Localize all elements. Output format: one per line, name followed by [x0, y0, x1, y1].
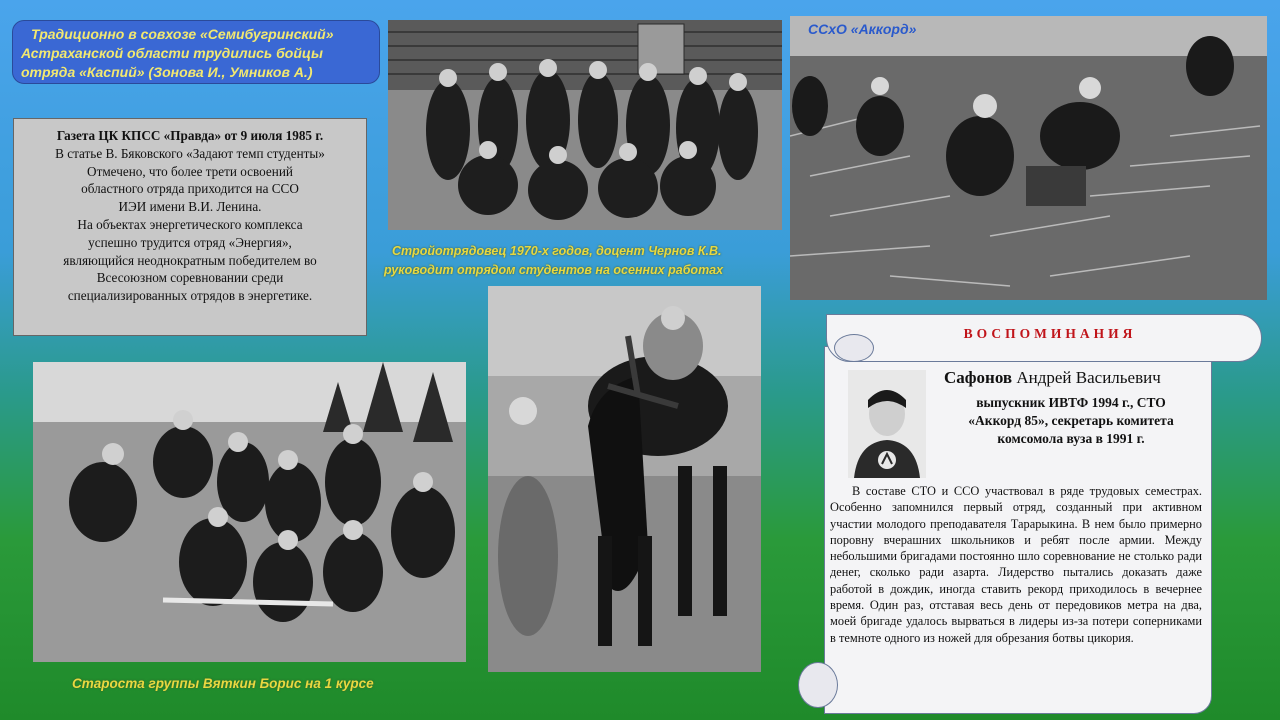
pravda-line: успешно трудится отряд «Энергия»,	[88, 234, 292, 250]
pravda-newspaper-box	[13, 118, 367, 336]
pravda-line: Всесоюзном соревновании среди	[96, 270, 284, 286]
pravda-heading: Газета ЦК КПСС «Правда» от 9 июля 1985 г.	[56, 128, 324, 143]
group-on-hay-photo	[33, 362, 466, 662]
memoir-text: В составе СТО и ССО участвовал в ряде трудовых семестрах. Особенно запомнился первый отряд, созданный при активном участии молодого преподавателя Тарарыкина. В нем было примерно поровну вчерашних школьников и ребят после армии. Между небольшими бригадами постоянно шло соревнование не столько ради денег, сколько ради азарта. Лидерство пытались доказать даже работой в дождик, иногда ставить рекорд приходилось в вечернее время. Один раз, отставая весь день от передовиков метра на два, моей бригаде удалось вырваться в лидеры из-за потери соперниками в темноте одного из ножей для обрезания ботвы цикория.	[830, 484, 1202, 645]
pravda-line: являющийся неоднократным победителем во	[63, 252, 317, 268]
pravda-line: специализированных отрядов в энергетике.	[67, 288, 313, 304]
memoir-author-role	[940, 394, 1202, 448]
chernov-caption-line-1: Стройотрядовец 1970-х годов, доцент Чернов К.В.	[392, 244, 722, 258]
memoir-role-line: «Аккорд 85», секретарь комитета	[968, 413, 1174, 428]
group-photo-log-house	[388, 20, 782, 230]
scroll-curl-top	[834, 334, 874, 362]
pravda-line: На объектах энергетического комплекса	[77, 216, 303, 232]
horse-photo	[488, 286, 761, 672]
safonov-portrait	[848, 370, 926, 478]
memoir-role-line: комсомола вуза в 1991 г.	[997, 431, 1145, 446]
scroll-curl-bottom	[798, 662, 838, 708]
chernov-caption	[384, 242, 770, 280]
kaspiy-caption-line-1: Традиционно в совхозе «Семибугринский»	[31, 26, 334, 42]
pravda-line: областного отряда приходится на ССО	[81, 181, 299, 197]
field-work-photo	[790, 16, 1267, 300]
memoir-author-name	[944, 368, 1161, 388]
memoir-author-surname: Сафонов	[944, 368, 1013, 387]
kaspiy-caption-line-3: отряда «Каспий» (Зонова И., Умников А.)	[21, 64, 313, 80]
pravda-line: В статье В. Бяковского «Задают темп студенты»	[55, 145, 325, 161]
memoir-title: ВОСПОМИНАНИЯ	[963, 326, 1137, 341]
pravda-line: ИЭИ имени В.И. Ленина.	[118, 199, 262, 215]
chernov-caption-line-2: руководит отрядом студентов на осенних работах	[384, 263, 724, 277]
starosta-caption: Староста группы Вяткин Борис на 1 курсе	[72, 676, 374, 691]
memoir-author-given-names: Андрей Васильевич	[1016, 368, 1161, 387]
memoir-role-line: выпускник ИВТФ 1994 г., СТО	[976, 395, 1166, 410]
kaspiy-caption-line-2: Астраханской области трудились бойцы	[21, 45, 323, 61]
kaspiy-caption-box	[12, 20, 380, 84]
pravda-line: Отмечено, что более трети освоений	[87, 163, 293, 179]
accord-caption: ССхО «Аккорд»	[808, 21, 917, 37]
